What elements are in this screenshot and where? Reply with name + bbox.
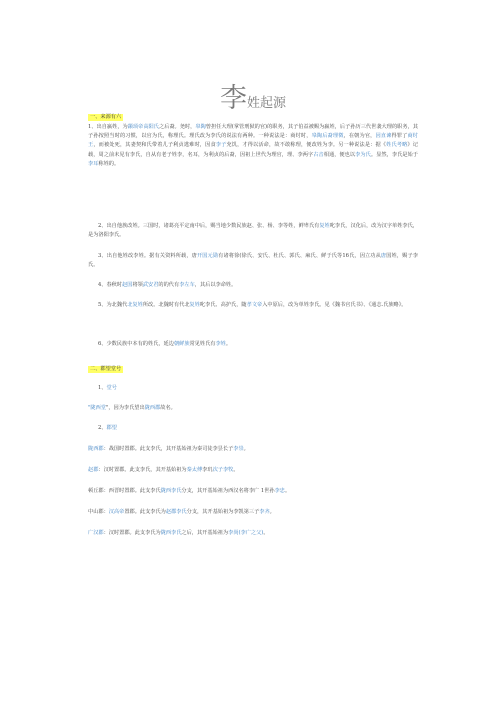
link-chaoxianzu[interactable]: 朝鲜族 — [173, 341, 190, 347]
paragraph-guanghan-commandery: 广汉郡：汉时置郡。此支李氏为陇西李氏之后，其开基始祖为李尚(李广之父)。 — [88, 530, 269, 536]
link-lizi[interactable]: 李子 — [215, 142, 227, 149]
paragraph-longxitang: "陇西堂"，因为李氏望出陇西郡故名。 — [88, 405, 176, 411]
link-longxitang[interactable]: 陇西堂 — [90, 405, 106, 411]
link-liweishi[interactable]: 李为氏 — [355, 151, 371, 158]
link-lishang[interactable]: 李尚(李广之父) — [228, 530, 264, 536]
link-hangaodi[interactable]: 汉高帝 — [108, 509, 125, 515]
link-fuxing-2[interactable]: 复姓 — [189, 302, 200, 308]
link-qintaifu[interactable]: 秦太傅 — [186, 467, 203, 473]
paragraph-dunqiu-commandery: 顿丘郡：西晋时置郡。此支李氏陇西李氏分支，其开基始祖为西汉名将李广 1世孙李忠。 — [88, 488, 291, 494]
link-guanghanjun[interactable]: 广汉郡 — [88, 530, 104, 536]
link-lizheng[interactable]: 皋陶后裔理徵 — [311, 133, 344, 140]
link-limu[interactable]: 李牧 — [222, 467, 234, 473]
link-junwang[interactable]: 郡望 — [106, 425, 117, 431]
section-heading-origins: 一、来源有六 — [90, 114, 122, 120]
link-beifuxing[interactable]: 北复姓 — [127, 302, 143, 308]
paragraph-origin-3: 3、出自他姓改李姓。据有关资料所载，唐开国元勋有诸将徐(徐氏、安氏、杜氏、郭氏、麻氏、鲜于氏等16氏，因立功从唐国姓，赐子李氏。 — [88, 253, 418, 269]
paragraph-tanghao-heading: 1、堂号 — [98, 385, 117, 391]
link-zhuanxu[interactable]: 颛顼帝高阳氏 — [127, 124, 159, 130]
paragraph-junwang-heading: 2、郡望 — [98, 425, 117, 431]
link-zhaojun[interactable]: 赵郡 — [88, 467, 99, 473]
link-cizi[interactable]: 次子 — [212, 467, 223, 473]
link-guyin[interactable]: 古音 — [313, 151, 324, 158]
link-liqi[interactable]: 李齐 — [259, 509, 270, 515]
link-lichong[interactable]: 李崇 — [233, 446, 244, 452]
link-lizuoche[interactable]: 李左车 — [179, 282, 195, 288]
link-wuanjun[interactable]: 武安君 — [142, 282, 159, 288]
paragraph-origin-6: 6、少数民族中本有的姓氏，延边朝鲜族常见姓氏有李姓。 — [98, 341, 232, 347]
link-fuxing[interactable]: 复姓 — [319, 223, 330, 229]
paragraph-longxi-commandery: 陇西郡：战国时置郡。此支李氏，其开基始祖为秦司徒李昙长子李崇。 — [88, 446, 249, 452]
link-longxijun-2[interactable]: 陇西郡 — [88, 446, 104, 452]
link-zhaoguo[interactable]: 赵国 — [122, 282, 133, 288]
link-longxilishi-2[interactable]: 陇西李氏 — [160, 530, 182, 536]
link-xiaowendi[interactable]: 孝文帝 — [246, 302, 263, 308]
link-lixing[interactable]: 李姓 — [215, 341, 226, 347]
link-zhijian[interactable]: 因直谏 — [375, 133, 392, 140]
link-lier[interactable]: 李耳 — [88, 160, 99, 167]
link-tanghao[interactable]: 堂号 — [106, 385, 117, 391]
link-lizhong[interactable]: 李忠 — [274, 488, 285, 494]
paragraph-origin-1: 1、出自嬴姓，为颛顼帝高阳氏之后裔。尧时，皋陶曾担任大理(掌管刑狱的官)的职务，其子伯益被赐为嬴姓，后子孙历三代世袭大理的职务，其子孙按照当时的习惯，以官为氏，称理氏。理氏改为李氏的说法有两种。一种说法是：商纣时，皋陶后裔理徵，在朝为官，因直谏得罪了商纣王，而被处死，其妻契和氏带着儿子利贞逃难时，因食李子充饥，才得以活命，故不敢称理，便改姓为李。另一种说法是：据《姓氏考略》记载，周之前未见有李氏，自从有老子姓李，名耳，为利贞的后裔，因祖上世代为理官，理、李两字古音相通，便也以李为氏。显然，李氏是始于李耳称姓的。 — [88, 124, 418, 167]
link-shangzhouwang[interactable]: 商纣王 — [88, 133, 418, 149]
link-longxijun[interactable]: 陇西郡 — [144, 405, 161, 411]
paragraph-zhao-commandery: 赵郡：汉时置郡。此支李氏，其开基始祖为秦太傅李玑次子李牧。 — [88, 467, 239, 473]
title-big-char: 李 — [219, 83, 247, 114]
section-heading-commandery: 二、郡望堂号 — [90, 366, 122, 372]
link-kaiguoyuanxun[interactable]: 开国元勋 — [196, 253, 219, 259]
link-longxilishi[interactable]: 陇西李氏 — [160, 488, 182, 494]
link-tang[interactable]: 唐 — [380, 253, 387, 259]
page-title — [88, 76, 418, 115]
title-rest: 姓起源 — [246, 96, 286, 111]
paragraph-origin-2: 2、出自他族改姓。三国时，诸葛亮平定南中后，赐当地少数民族赵、张、杨、李等姓，鲜卑氏有复姓叱李氏，汉化后，改为汉字单姓李氏，是为洛阳李氏。 — [88, 223, 418, 239]
link-xingshikaolue[interactable]: 姓氏考略 — [386, 142, 408, 149]
link-gaoyao[interactable]: 皋陶 — [195, 124, 206, 130]
link-zhaojunlishi[interactable]: 赵郡李氏 — [165, 509, 187, 515]
paragraph-zhongshan-commandery: 中山郡：汉高帝置郡。此支李氏为赵郡李氏分支，其开基始祖为李凯第三子李齐。 — [88, 509, 275, 515]
paragraph-origin-4: 4、春秋时赵国将领武安君的的代有李左车，其后以李命姓。 — [98, 282, 237, 288]
paragraph-origin-5: 5、为北魏代北复姓所改。北魏时有代北复姓叱李氏、高护氏，随孝文帝入中原后，改为单姓李氏。见《魏书官氏书》、《通志.氏族略》。 — [98, 302, 407, 308]
